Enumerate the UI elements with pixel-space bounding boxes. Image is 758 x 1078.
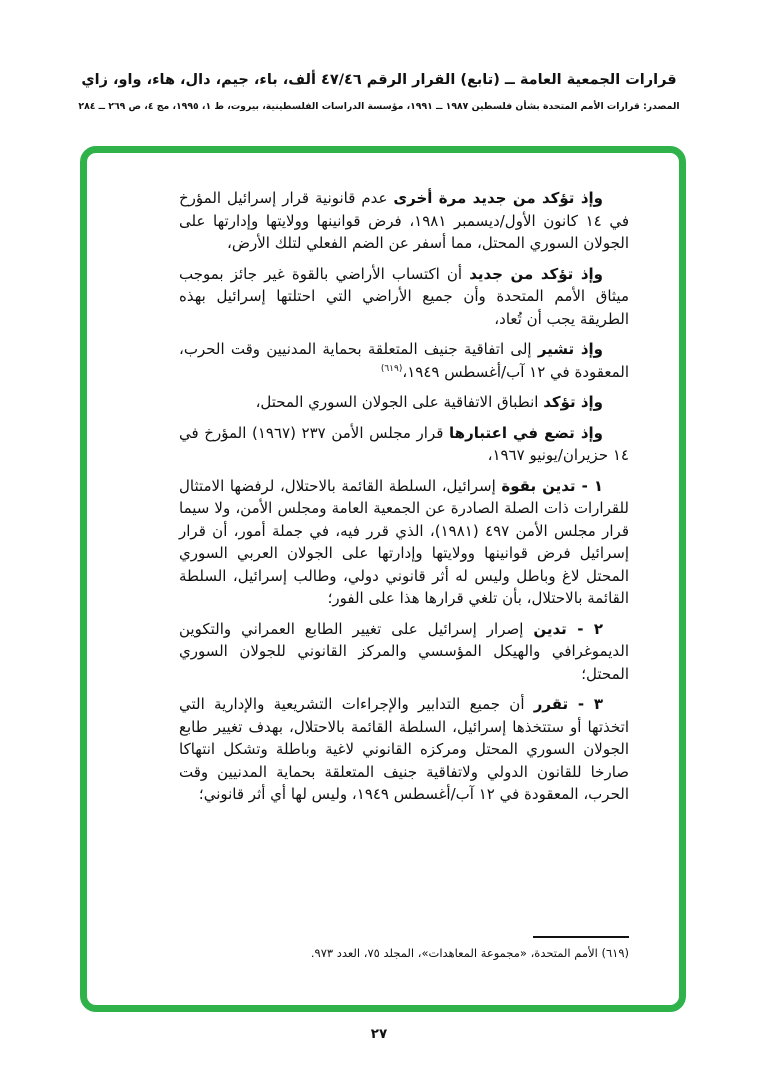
- paragraph-text: إسرائيل، السلطة القائمة بالاحتلال، لرفضها الامتثال للقرارات ذات الصلة الصادرة عن الجمعية العامة ومجلس الأمن، ولا سيما قرار مجلس الأمن ٤٩٧ (١٩٨١)، الذي قرر فيه، في جملة أمور، أن قرار إسرائيل فرض قوانينها وولايتها وإدارتها على الجولان العربي السوري المحتل لاغ وباطل وليس له أثر قانوني دولي، وطالب إسرائيل، السلطة القائمة بالاحتلال، بأن تلغي قرارها هذا على الفور؛: [179, 476, 629, 607]
- paragraph-text: أن اكتساب الأراضي بالقوة غير جائز بموجب ميثاق الأمم المتحدة وأن جميع الأراضي التي احتلتها إسرائيل بهذه الطريقة يجب أن تُعاد،: [179, 264, 629, 328]
- paragraph-lead: ٢ - تدين: [533, 619, 603, 638]
- resolution-text-block: [179, 187, 629, 814]
- resolution-paragraph: [179, 475, 629, 610]
- paragraph-lead: وإذ تؤكد من جديد مرة أخرى: [393, 189, 603, 207]
- paragraph-text: عدم قانونية قرار إسرائيل المؤرخ في ١٤ كانون الأول/ديسمبر ١٩٨١، فرض قوانينها وولايتها وإدارتها على الجولان السوري المحتل، مما أسفر عن الضم الفعلي لتلك الأرض،: [179, 189, 630, 252]
- paragraph-lead: وإذ تشير: [537, 340, 603, 358]
- source-citation: المصدر: قرارات الأمم المتحدة بشأن فلسطين ١٩٨٧ ــ ١٩٩١، مؤسسة الدراسات الفلسطينية، بيروت، ط ١، ١٩٩٥، مج ٤، ص ٢٦٩ ــ ٢٨٤: [78, 101, 680, 112]
- resolution-paragraph: [179, 187, 629, 255]
- resolution-paragraph: [179, 338, 629, 383]
- paragraph-lead: وإذ تضع في اعتبارها: [449, 423, 603, 442]
- footnote-block: [179, 936, 629, 961]
- resolution-paragraph: [179, 618, 629, 686]
- paragraph-text: أن جميع التدابير والإجراءات التشريعية والإدارية التي اتخذتها أو ستتخذها إسرائيل، السلطة القائمة بالاحتلال، بهدف تغيير طابع الجولان السوري المحتل ومركزه القانوني لاغية وباطلة وتشكل انتهاكا صارخا للقانون الدولي ولاتفاقية جنيف المتعلقة بحماية المدنيين وقت الحرب، المعقودة في ١٢ آب/أغسطس ١٩٤٩، وليس لها أي أثر قانوني؛: [179, 695, 629, 803]
- resolution-paragraph: [179, 693, 629, 806]
- resolution-paragraph: [179, 263, 629, 331]
- paragraph-lead: ٣ - تقرر: [533, 695, 603, 713]
- paragraph-lead: ١ - تدين بقوة: [501, 476, 604, 495]
- paragraph-text: قرار مجلس الأمن ٢٣٧ (١٩٦٧) المؤرخ في ١٤ حزيران/يونيو ١٩٦٧،: [179, 423, 629, 464]
- paragraph-text: إصرار إسرائيل على تغيير الطابع العمراني والتكوين الديموغرافي والهيكل المؤسسي والمركز القانوني للجولان السوري المحتل؛: [179, 619, 629, 683]
- resolution-paragraph: [179, 391, 629, 414]
- page-number: ٢٧: [370, 1026, 388, 1042]
- paragraph-text: إلى اتفاقية جنيف المتعلقة بحماية المدنيين وقت الحرب، المعقودة في ١٢ آب/أغسطس ١٩٤٩،: [179, 340, 629, 381]
- footnote-marker: (٦١٩): [380, 363, 403, 374]
- paragraph-lead: وإذ تؤكد من جديد: [469, 264, 604, 283]
- footnote-divider: [533, 936, 629, 938]
- paragraph-text: انطباق الاتفاقية على الجولان السوري المحتل،: [255, 393, 544, 411]
- page-header: قرارات الجمعية العامة ــ (تابع) القرار الرقم ٤٧/٤٦ ألف، باء، جيم، دال، هاء، واو، زاي: [81, 72, 677, 88]
- resolution-paragraph: [179, 422, 629, 467]
- green-border-frame: [80, 146, 686, 1012]
- footnote-text: (٦١٩) الأمم المتحدة، «مجموعة المعاهدات»، المجلد ٧٥، العدد ٩٧٣.: [310, 945, 629, 960]
- paragraph-lead: وإذ تؤكد: [543, 393, 603, 411]
